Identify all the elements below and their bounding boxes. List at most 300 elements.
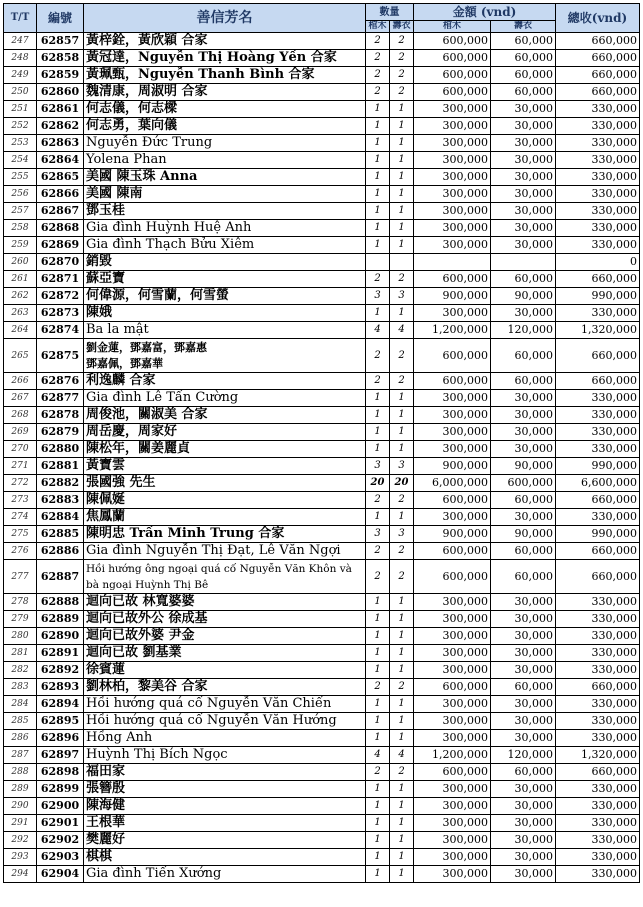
row-index: 292 [4,832,37,849]
qty-clothes: 1 [390,832,414,849]
donor-name: 黃珮甄，Nguyễn Thanh Bình 合家 [84,67,366,84]
amount-coffin: 600,000 [414,339,491,373]
qty-coffin: 1 [366,594,390,611]
donation-code: 62867 [37,203,84,220]
table-row [4,67,640,84]
total-amount: 990,000 [556,458,640,475]
table-row [4,169,640,186]
qty-clothes: 2 [390,373,414,390]
qty-clothes: 1 [390,305,414,322]
amount-coffin: 600,000 [414,373,491,390]
total-amount: 1,320,000 [556,747,640,764]
row-index: 254 [4,152,37,169]
amount-clothes: 30,000 [491,509,556,526]
total-amount: 660,000 [556,679,640,696]
total-amount: 660,000 [556,373,640,390]
qty-clothes: 1 [390,662,414,679]
qty-coffin: 3 [366,458,390,475]
amount-clothes: 60,000 [491,764,556,781]
row-index: 282 [4,662,37,679]
table-row [4,271,640,288]
amount-coffin: 300,000 [414,220,491,237]
donor-name: 王根華 [84,815,366,832]
donor-name: 何偉源，何雪蘭，何雪螢 [84,288,366,305]
qty-coffin: 1 [366,832,390,849]
table-row [4,220,640,237]
donation-code: 62862 [37,118,84,135]
row-index: 263 [4,305,37,322]
header-qty: 數量 [366,4,414,21]
qty-coffin: 2 [366,679,390,696]
row-index: 255 [4,169,37,186]
table-row [4,713,640,730]
total-amount: 330,000 [556,798,640,815]
amount-clothes: 30,000 [491,611,556,628]
qty-clothes: 1 [390,798,414,815]
amount-coffin: 300,000 [414,866,491,883]
table-row [4,390,640,407]
amount-clothes: 30,000 [491,696,556,713]
row-index: 258 [4,220,37,237]
table-row [4,407,640,424]
table-row [4,424,640,441]
qty-coffin: 20 [366,475,390,492]
qty-clothes: 1 [390,186,414,203]
qty-coffin: 2 [366,560,390,594]
header-amount-clothes: 壽衣 [491,21,556,33]
row-index: 274 [4,509,37,526]
amount-clothes: 120,000 [491,747,556,764]
qty-clothes: 1 [390,203,414,220]
qty-coffin: 1 [366,186,390,203]
table-row [4,815,640,832]
amount-clothes: 30,000 [491,305,556,322]
row-index: 289 [4,781,37,798]
row-index: 285 [4,713,37,730]
amount-clothes: 30,000 [491,713,556,730]
qty-clothes: 1 [390,390,414,407]
row-index: 253 [4,135,37,152]
donation-code: 62878 [37,407,84,424]
row-index: 290 [4,798,37,815]
donor-name: 美國 陳南 [84,186,366,203]
amount-clothes: 60,000 [491,50,556,67]
table-row [4,628,640,645]
total-amount: 330,000 [556,407,640,424]
qty-coffin: 4 [366,747,390,764]
total-amount: 330,000 [556,730,640,747]
donation-code: 62895 [37,713,84,730]
row-index: 277 [4,560,37,594]
row-index: 260 [4,254,37,271]
qty-clothes: 1 [390,730,414,747]
table-row [4,254,640,271]
qty-clothes: 1 [390,169,414,186]
qty-coffin: 2 [366,492,390,509]
amount-coffin [414,254,491,271]
donation-code: 62877 [37,390,84,407]
total-amount: 330,000 [556,662,640,679]
total-amount: 330,000 [556,390,640,407]
table-row [4,305,640,322]
total-amount: 1,320,000 [556,322,640,339]
amount-coffin: 600,000 [414,560,491,594]
donation-code: 62882 [37,475,84,492]
qty-coffin: 1 [366,424,390,441]
donation-code: 62861 [37,101,84,118]
amount-clothes: 30,000 [491,730,556,747]
donor-name: Gia đình Tiến Xướng [84,866,366,883]
donation-code: 62896 [37,730,84,747]
donor-name: 黃寶雲 [84,458,366,475]
donation-code: 62857 [37,33,84,50]
table-row [4,322,640,339]
donor-name: 迴向已故 劉基業 [84,645,366,662]
qty-clothes: 1 [390,424,414,441]
donor-name: Yolena Phan [84,152,366,169]
amount-coffin: 300,000 [414,781,491,798]
row-index: 249 [4,67,37,84]
amount-coffin: 300,000 [414,169,491,186]
donation-code: 62874 [37,322,84,339]
header-total: 總收(vnd) [556,4,640,33]
amount-coffin: 1,200,000 [414,322,491,339]
row-index: 284 [4,696,37,713]
amount-coffin: 300,000 [414,424,491,441]
total-amount: 330,000 [556,186,640,203]
row-index: 247 [4,33,37,50]
amount-coffin: 300,000 [414,441,491,458]
amount-coffin: 300,000 [414,152,491,169]
qty-coffin: 1 [366,407,390,424]
donor-name: 劉林柏，黎美谷 合家 [84,679,366,696]
donor-name [84,560,366,594]
total-amount: 990,000 [556,288,640,305]
donation-code: 62898 [37,764,84,781]
amount-clothes: 30,000 [491,645,556,662]
amount-coffin: 300,000 [414,798,491,815]
amount-clothes: 30,000 [491,101,556,118]
qty-coffin: 1 [366,815,390,832]
qty-clothes: 1 [390,781,414,798]
table-row [4,781,640,798]
total-amount: 330,000 [556,203,640,220]
qty-clothes: 1 [390,611,414,628]
row-index: 286 [4,730,37,747]
row-index: 272 [4,475,37,492]
amount-coffin: 300,000 [414,815,491,832]
table-row [4,611,640,628]
amount-clothes: 60,000 [491,543,556,560]
donation-code: 62888 [37,594,84,611]
qty-clothes: 1 [390,713,414,730]
qty-coffin: 2 [366,50,390,67]
total-amount: 330,000 [556,645,640,662]
qty-coffin: 1 [366,611,390,628]
amount-coffin: 600,000 [414,764,491,781]
qty-clothes: 3 [390,288,414,305]
header-qty-clothes: 壽衣 [390,21,414,33]
table-row [4,849,640,866]
qty-clothes [390,254,414,271]
amount-clothes: 30,000 [491,118,556,135]
donation-code: 62886 [37,543,84,560]
donation-code: 62887 [37,560,84,594]
table-row [4,458,640,475]
donor-name: 徐賓蓮 [84,662,366,679]
qty-clothes: 1 [390,152,414,169]
qty-coffin: 2 [366,543,390,560]
donor-name: Huỳnh Thị Bích Ngọc [84,747,366,764]
qty-clothes: 2 [390,679,414,696]
row-index: 262 [4,288,37,305]
qty-clothes: 1 [390,645,414,662]
table-row [4,543,640,560]
donor-name: 黃冠達，Nguyễn Thị Hoàng Yến 合家 [84,50,366,67]
donation-code: 62864 [37,152,84,169]
donor-name: 銷毀 [84,254,366,271]
table-row [4,679,640,696]
amount-coffin: 900,000 [414,458,491,475]
amount-clothes: 600,000 [491,475,556,492]
table-row [4,662,640,679]
table-header [4,4,640,33]
amount-clothes: 30,000 [491,220,556,237]
row-index: 257 [4,203,37,220]
amount-clothes: 30,000 [491,849,556,866]
donor-name: 利逸麟 合家 [84,373,366,390]
total-amount: 330,000 [556,849,640,866]
total-amount: 330,000 [556,220,640,237]
donation-code: 62901 [37,815,84,832]
amount-clothes: 30,000 [491,390,556,407]
amount-coffin: 1,200,000 [414,747,491,764]
table-row [4,696,640,713]
donation-code: 62872 [37,288,84,305]
qty-coffin [366,254,390,271]
amount-clothes: 30,000 [491,866,556,883]
row-index: 276 [4,543,37,560]
qty-coffin: 1 [366,662,390,679]
donation-code: 62893 [37,679,84,696]
total-amount: 330,000 [556,611,640,628]
qty-clothes: 4 [390,322,414,339]
amount-clothes: 30,000 [491,815,556,832]
donor-name: 周岳慶，周家好 [84,424,366,441]
amount-coffin: 300,000 [414,849,491,866]
donation-code: 62881 [37,458,84,475]
amount-coffin: 900,000 [414,526,491,543]
amount-clothes: 30,000 [491,628,556,645]
amount-coffin: 300,000 [414,135,491,152]
donation-table [3,3,640,883]
donation-sheet [3,3,640,883]
table-row [4,101,640,118]
amount-coffin: 600,000 [414,543,491,560]
qty-clothes: 1 [390,407,414,424]
donor-name-line-2: bà ngoại Huỳnh Thị Bê [86,578,209,591]
header-tt: T/T [4,4,37,33]
table-row [4,50,640,67]
amount-coffin: 300,000 [414,645,491,662]
donor-name: Hồi hướng quá cố Nguyễn Văn Chiến [84,696,366,713]
donor-name: Gia đình Nguyễn Thị Đạt, Lê Văn Ngợi [84,543,366,560]
amount-clothes: 30,000 [491,152,556,169]
amount-coffin: 300,000 [414,662,491,679]
amount-clothes: 30,000 [491,781,556,798]
donation-code: 62890 [37,628,84,645]
qty-clothes: 1 [390,220,414,237]
amount-coffin: 300,000 [414,186,491,203]
total-amount: 330,000 [556,237,640,254]
qty-coffin: 1 [366,696,390,713]
qty-coffin: 1 [366,866,390,883]
total-amount: 660,000 [556,67,640,84]
table-body [4,33,640,883]
amount-clothes: 30,000 [491,662,556,679]
row-index: 278 [4,594,37,611]
table-row [4,594,640,611]
qty-clothes: 1 [390,237,414,254]
total-amount: 660,000 [556,339,640,373]
donor-name: 陳海健 [84,798,366,815]
donor-name: Gia đình Lê Tấn Cường [84,390,366,407]
donation-code: 62866 [37,186,84,203]
amount-clothes: 60,000 [491,492,556,509]
donation-code: 62879 [37,424,84,441]
donation-code: 62858 [37,50,84,67]
qty-clothes: 3 [390,526,414,543]
amount-clothes: 60,000 [491,560,556,594]
table-row [4,747,640,764]
total-amount: 330,000 [556,815,640,832]
qty-coffin: 1 [366,781,390,798]
total-amount: 6,600,000 [556,475,640,492]
table-row [4,645,640,662]
total-amount: 330,000 [556,135,640,152]
row-index: 293 [4,849,37,866]
amount-coffin: 300,000 [414,611,491,628]
total-amount: 660,000 [556,84,640,101]
qty-coffin: 3 [366,288,390,305]
qty-coffin: 1 [366,305,390,322]
table-row [4,526,640,543]
donor-name: 迴向已故 林寬婆婆 [84,594,366,611]
donation-code: 62870 [37,254,84,271]
qty-coffin: 1 [366,135,390,152]
amount-clothes: 120,000 [491,322,556,339]
table-row [4,237,640,254]
donation-code: 62902 [37,832,84,849]
total-amount: 330,000 [556,169,640,186]
donor-name: 陳佩娫 [84,492,366,509]
qty-clothes: 2 [390,339,414,373]
amount-coffin: 600,000 [414,84,491,101]
donor-name: 魏清康，周淑明 合家 [84,84,366,101]
donor-name: 陳松年，關姜麗貞 [84,441,366,458]
donation-code: 62884 [37,509,84,526]
donor-name-line-1: Hồi hướng ông ngoại quá cố Nguyễn Văn Khôn và [86,562,352,575]
amount-coffin: 300,000 [414,237,491,254]
total-amount: 330,000 [556,594,640,611]
total-amount: 660,000 [556,560,640,594]
qty-clothes: 1 [390,118,414,135]
amount-clothes: 60,000 [491,373,556,390]
amount-clothes: 30,000 [491,203,556,220]
qty-coffin: 1 [366,441,390,458]
donation-code: 62859 [37,67,84,84]
qty-coffin: 2 [366,373,390,390]
row-index: 268 [4,407,37,424]
header-code: 編號 [37,4,84,33]
row-index: 269 [4,424,37,441]
row-index: 267 [4,390,37,407]
amount-clothes: 60,000 [491,33,556,50]
qty-coffin: 1 [366,798,390,815]
qty-coffin: 2 [366,84,390,101]
donor-name: 張國強 先生 [84,475,366,492]
qty-clothes: 4 [390,747,414,764]
table-row [4,118,640,135]
donor-name: 棋棋 [84,849,366,866]
amount-clothes: 30,000 [491,832,556,849]
row-index: 294 [4,866,37,883]
row-index: 287 [4,747,37,764]
amount-coffin: 300,000 [414,509,491,526]
row-index: 251 [4,101,37,118]
amount-coffin: 600,000 [414,50,491,67]
amount-clothes: 30,000 [491,186,556,203]
qty-clothes: 1 [390,815,414,832]
qty-coffin: 1 [366,237,390,254]
qty-clothes: 2 [390,543,414,560]
qty-clothes: 1 [390,101,414,118]
row-index: 252 [4,118,37,135]
qty-coffin: 1 [366,169,390,186]
row-index: 266 [4,373,37,390]
row-index: 273 [4,492,37,509]
table-row [4,492,640,509]
amount-coffin: 300,000 [414,696,491,713]
qty-clothes: 2 [390,50,414,67]
qty-coffin: 1 [366,101,390,118]
donation-code: 62876 [37,373,84,390]
header-name: 善信芳名 [84,4,366,33]
amount-clothes: 60,000 [491,84,556,101]
table-row [4,135,640,152]
amount-coffin: 600,000 [414,679,491,696]
total-amount: 660,000 [556,33,640,50]
qty-clothes: 1 [390,628,414,645]
donor-name: Nguyễn Đức Trung [84,135,366,152]
row-index: 261 [4,271,37,288]
total-amount: 0 [556,254,640,271]
donor-name: 蘇亞寶 [84,271,366,288]
donor-name: 迴向已故外婆 尹金 [84,628,366,645]
table-row [4,152,640,169]
table-row [4,730,640,747]
amount-clothes: 30,000 [491,441,556,458]
qty-coffin: 1 [366,645,390,662]
qty-clothes: 1 [390,594,414,611]
qty-coffin: 2 [366,271,390,288]
total-amount: 330,000 [556,832,640,849]
donor-name: 黃梓銓，黃欣穎 合家 [84,33,366,50]
amount-coffin: 300,000 [414,730,491,747]
qty-coffin: 2 [366,764,390,781]
total-amount: 330,000 [556,424,640,441]
qty-clothes: 1 [390,866,414,883]
